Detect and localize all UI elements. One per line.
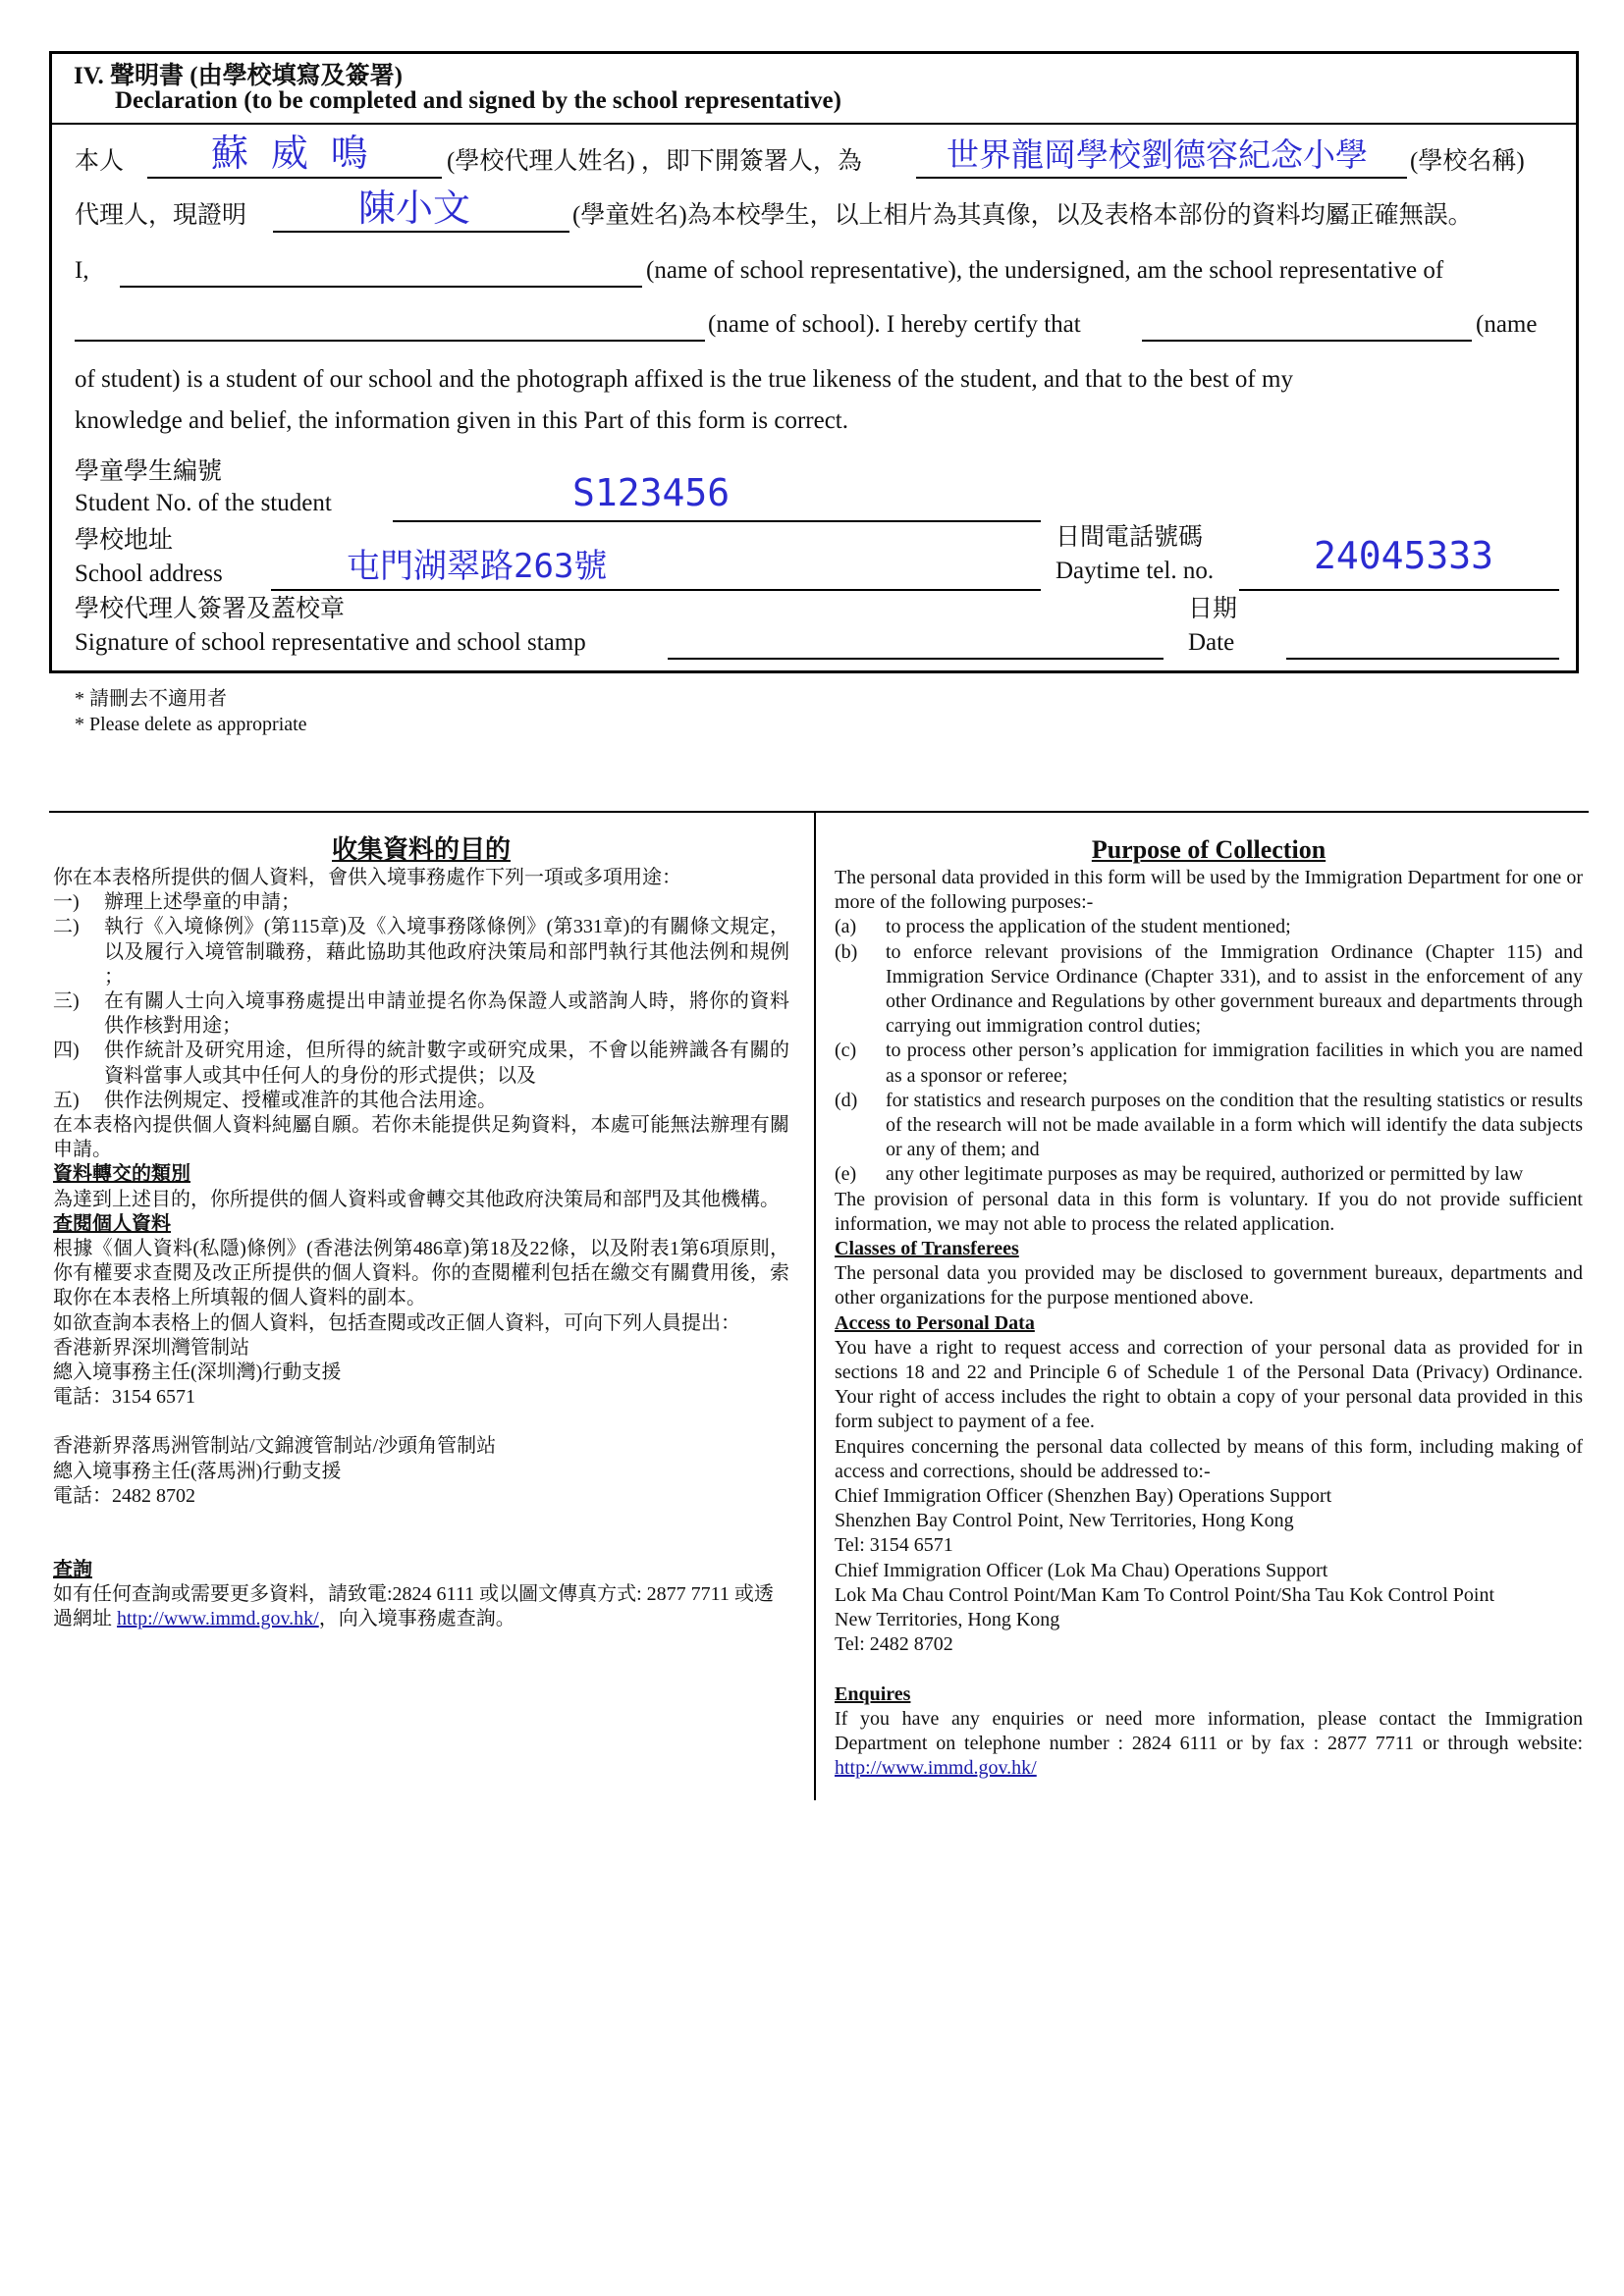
date-label-zh: 日期	[1188, 596, 1238, 622]
collection-top-divider	[49, 811, 1589, 813]
collection-en-item	[835, 940, 1583, 1040]
transferees-zh-heading: 資料轉交的類別	[53, 1163, 190, 1186]
collection-zh-item	[53, 989, 789, 1039]
collection-en-voluntary: The provision of personal data in this form is voluntary. If you do not provide sufficient information, we may not able to process the related application.	[835, 1188, 1583, 1235]
student-name-line[interactable]	[273, 231, 569, 233]
representative-name-en-line[interactable]	[120, 286, 642, 288]
decl-zh-l1-b: (學校代理人姓名) ，即下開簽署人，為	[447, 148, 862, 175]
immd-website-link[interactable]: http://www.immd.gov.hk/	[117, 1608, 319, 1630]
item-text: 供作法例規定、授權或准許的其他合法用途。	[104, 1089, 497, 1111]
contact-en-2-l2: Lok Ma Chau Control Point/Man Kam To Control Point/Sha Tau Kok Control Point	[835, 1583, 1495, 1606]
contact-zh-2-l1: 香港新界落馬洲管制站/文錦渡管制站/沙頭角管制站	[53, 1435, 497, 1458]
collection-zh-voluntary: 在本表格內提供個人資料純屬自願。若你未能提供足夠資料，本處可能無法辦理有關申請。	[53, 1114, 789, 1161]
access-zh-text: 根據《個人資料(私隱)條例》(香港法例第486章)第18及22條，以及附表1第6項原則，你有權要求查閱及改正所提供的個人資料。你的查閱權利包括在繳交有關費用後，索取你在本表格上所填報的個人資料的副本。	[53, 1238, 789, 1309]
item-text: to process the application of the student mentioned;	[886, 916, 1291, 938]
item-text: 辦理上述學童的申請；	[104, 891, 300, 914]
contact-zh-1-l1: 香港新界深圳灣管制站	[53, 1336, 249, 1359]
contact-zh-1-l2: 總入境事務主任(深圳灣)行動支援	[53, 1362, 342, 1384]
item-text: to enforce relevant provisions of the Immigration Ordinance (Chapter 115) and Immigration Service Ordinance (Chapter 331), and to assist in the enforcement of any other Ordinance and Regulations by other government bureaux and departments through carrying out immigration control duties;	[886, 940, 1583, 1038]
item-marker: 一)	[53, 891, 80, 914]
contact-en-2-l3: New Territories, Hong Kong	[835, 1609, 1060, 1631]
handwritten-student-no: S123456	[572, 471, 731, 514]
decl-en-l4: knowledge and belief, the information given in this Part of this form is correct.	[75, 407, 849, 434]
student-no-label-zh: 學童學生編號	[75, 458, 223, 485]
contact-zh-1-l3: 電話：3154 6571	[53, 1386, 195, 1409]
handwritten-representative: 蘇 威 鳴	[211, 132, 368, 175]
contact-en-2-l4: Tel: 2482 8702	[835, 1633, 953, 1656]
enquiries-zh-text-a: 如有任何查詢或需要更多資料，請致電:2824 6111 或以圖文傳真方式: 2877 7711 或透過網址	[53, 1583, 774, 1630]
student-name-en-line[interactable]	[1142, 340, 1472, 342]
sign-label-zh: 學校代理人簽署及蓋校章	[75, 596, 346, 622]
collection-en-item	[835, 1089, 1583, 1163]
signature-line[interactable]	[668, 658, 1164, 660]
collection-en-column	[835, 834, 1583, 1781]
representative-name-line[interactable]	[147, 177, 442, 179]
address-label-en: School address	[75, 561, 223, 587]
item-marker: (e)	[835, 1163, 857, 1186]
collection-en-item	[835, 1162, 1583, 1187]
transferees-en-text: The personal data you provided may be disclosed to government bureaux, departments and other organizations for the purpose mentioned above.	[835, 1262, 1583, 1309]
item-text: 供作統計及研究用途，但所得的統計數字或研究成果，不會以能辨識各有關的資料當事人或其中任何人的身份的形式提供；以及	[104, 1040, 789, 1087]
decl-en-l1-b: (name of school representative), the undersigned, am the school representative of	[646, 257, 1444, 284]
collection-zh-item	[53, 915, 789, 989]
collection-zh-item	[53, 1089, 789, 1113]
enquiries-en-heading: Enquires	[835, 1682, 911, 1705]
contact-en-1-l3: Tel: 3154 6571	[835, 1534, 953, 1557]
date-line[interactable]	[1286, 658, 1559, 660]
collection-column-divider	[814, 811, 816, 1800]
tel-line[interactable]	[1239, 589, 1559, 591]
date-label-en: Date	[1188, 629, 1235, 656]
item-marker: 三)	[53, 990, 80, 1013]
item-text: for statistics and research purposes on the condition that the resulting statistics or results of the research will not be made available in a form which will identify the data subjects or any of them; and	[886, 1089, 1583, 1161]
collection-zh-item	[53, 890, 789, 915]
contact-en-1-l2: Shenzhen Bay Control Point, New Territories, Hong Kong	[835, 1510, 1294, 1532]
collection-zh-item	[53, 1039, 789, 1088]
collection-en-item	[835, 915, 1583, 939]
enquiries-en-text-a: If you have any enquiries or need more information, please contact the Immigration Department on telephone number : 2824 6111 or by fax : 2877 7711 or through website:	[835, 1707, 1583, 1754]
contact-zh-2-l3: 電話：2482 8702	[53, 1484, 195, 1507]
collection-zh-column	[53, 834, 789, 1632]
item-text: 在有關人士向入境事務處提出申請並提名你為保證人或諮詢人時，將你的資料供作核對用途；	[104, 990, 789, 1038]
decl-en-l2-b: (name	[1476, 311, 1538, 338]
collection-zh-title: 收集資料的目的	[331, 835, 511, 864]
decl-en-l1-a: I,	[75, 257, 89, 284]
decl-en-l3: of student) is a student of our school and the photograph affixed is the true likeness of the student, and that to the best of my	[75, 366, 1293, 393]
access-en-text: You have a right to request access and correction of your personal data as provided for in sections 18 and 22 and Principle 6 of Schedule 1 of the Personal Data (Privacy) Ordinance. Your right of access includes the right to obtain a copy of your personal data provided in this form subject to payment of a fee.	[835, 1336, 1583, 1433]
contact-zh-2-l2: 總入境事務主任(落馬洲)行動支援	[53, 1460, 342, 1482]
decl-en-l2-a: (name of school). I hereby certify that	[708, 311, 1081, 338]
handwritten-address: 屯門湖翠路263號	[347, 547, 608, 586]
tel-label-zh: 日間電話號碼	[1056, 524, 1204, 551]
access-zh-heading: 查閱個人資料	[53, 1212, 171, 1235]
decl-zh-l2-a: 代理人，現證明	[75, 202, 247, 229]
immd-website-link[interactable]: http://www.immd.gov.hk/	[835, 1757, 1037, 1780]
item-marker: 二)	[53, 916, 80, 938]
access-en-heading: Access to Personal Data	[835, 1311, 1035, 1334]
section-heading-zh: IV. 聲明書 (由學校填寫及簽署)	[74, 63, 403, 89]
transferees-zh-text: 為達到上述目的，你所提供的個人資料或會轉交其他政府決策局和部門及其他機構。	[53, 1188, 780, 1210]
contact-en-1-l1: Chief Immigration Officer (Shenzhen Bay) Operations Support	[835, 1485, 1332, 1508]
school-name-line[interactable]	[916, 177, 1407, 179]
collection-en-intro: The personal data provided in this form will be used by the Immigration Department for one or more of the following purposes:-	[835, 867, 1583, 914]
collection-zh-intro: 你在本表格所提供的個人資料，會供入境事務處作下列一項或多項用途：	[53, 867, 681, 888]
item-marker: 五)	[53, 1089, 80, 1111]
contact-en-2-l1: Chief Immigration Officer (Lok Ma Chau) Operations Support	[835, 1559, 1328, 1581]
item-marker: (b)	[835, 940, 858, 963]
item-text: to process other person’s application for immigration facilities in which you are named as a sponsor or referee;	[886, 1040, 1583, 1087]
student-no-label-en: Student No. of the student	[75, 490, 332, 516]
enquire-zh-intro: 如欲查詢本表格上的個人資料，包括查閱或改正個人資料，可向下列人員提出：	[53, 1311, 740, 1334]
decl-zh-l1-c: (學校名稱)	[1410, 148, 1525, 175]
enquiries-zh-heading: 查詢	[53, 1559, 92, 1581]
enquiries-zh-text-b: ，向入境事務處查詢。	[318, 1608, 515, 1630]
note-en: * Please delete as appropriate	[75, 714, 307, 735]
handwritten-tel: 24045333	[1314, 534, 1494, 577]
handwritten-school: 世界龍岡學校劉德容紀念小學	[947, 135, 1368, 174]
tel-label-en: Daytime tel. no.	[1056, 558, 1215, 584]
school-name-en-line[interactable]	[75, 340, 705, 342]
item-marker: (d)	[835, 1089, 858, 1111]
note-zh: * 請刪去不適用者	[75, 688, 227, 710]
section-heading-en: Declaration (to be completed and signed by the school representative)	[115, 87, 841, 114]
item-text: any other legitimate purposes as may be required, authorized or permitted by law	[886, 1163, 1524, 1186]
item-marker: (c)	[835, 1040, 857, 1062]
section-heading	[52, 54, 1576, 125]
sign-label-en: Signature of school representative and school stamp	[75, 629, 586, 656]
transferees-en-heading: Classes of Transferees	[835, 1238, 1019, 1260]
enquiries-zh-text	[53, 1582, 789, 1631]
handwritten-student-name: 陳小文	[358, 187, 471, 230]
collection-en-title: Purpose of Collection	[1091, 835, 1326, 864]
item-marker: 四)	[53, 1040, 80, 1062]
enquiries-en-text	[835, 1707, 1583, 1782]
address-label-zh: 學校地址	[75, 527, 174, 554]
enquire-en-intro: Enquires concerning the personal data collected by means of this form, including making of access and corrections, should be addressed to:-	[835, 1435, 1583, 1482]
item-text: 執行《入境條例》(第115章)及《入境事務隊條例》(第331章)的有關條文規定，以及履行入境管制職務，藉此協助其他政府決策局和部門執行其他法例和規例 ；	[104, 916, 789, 988]
decl-zh-l1-a: 本人	[75, 148, 125, 175]
collection-en-item	[835, 1039, 1583, 1088]
address-line[interactable]	[271, 589, 1041, 591]
decl-zh-l2-b: (學童姓名)為本校學生，以上相片為其真像，以及表格本部份的資料均屬正確無誤。	[572, 202, 1473, 229]
item-marker: (a)	[835, 916, 857, 938]
student-no-line[interactable]	[393, 520, 1041, 522]
